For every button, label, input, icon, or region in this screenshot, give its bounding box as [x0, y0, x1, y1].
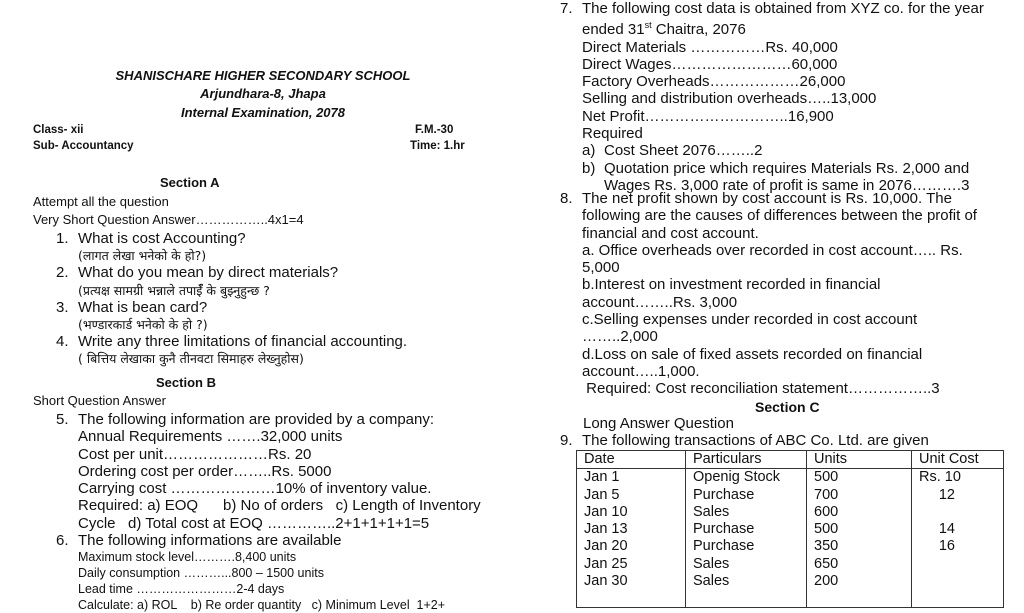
question-number: 8.	[560, 190, 573, 207]
q7-intro-line2: ended 31st Chaitra, 2076	[582, 20, 746, 39]
q6-line: Lead time ……………………2-4 days	[78, 582, 285, 597]
table-row: Jan 20 Purchase 350 16	[577, 538, 1004, 555]
q6-line: Maximum stock level……….8,400 units	[78, 550, 297, 565]
question-number: 1.	[56, 230, 69, 247]
table-row-empty	[577, 590, 1004, 608]
question-8	[560, 190, 977, 398]
question-text-nepali: (लागत लेखा भनेको के हो?)	[78, 248, 207, 264]
q5-line: Annual Requirements …….32,000 units	[78, 428, 343, 446]
question-1	[56, 230, 407, 264]
table-row: Jan 30 Sales 200	[577, 573, 1004, 590]
question-text: The net profit shown by cost account is Rs. 10,000. The	[582, 190, 952, 207]
q8-line: following are the causes of differences between the profit of	[582, 207, 977, 225]
q5-required: Required: a) EOQ b) No of orders c) Length of Inventory	[78, 497, 481, 515]
question-text: The following informations are available	[78, 532, 342, 549]
q6-calculate: Calculate: a) ROL b) Re order quantity c) Minimum Level 1+2+	[78, 598, 446, 613]
q5-line: Carrying cost …………………10% of inventory value.	[78, 480, 432, 498]
q8-line: b.Interest on investment recorded in financial	[582, 276, 881, 294]
question-text-nepali: (भण्डारकार्ड भनेको के हो ?)	[78, 316, 208, 332]
q8-required: Required: Cost reconciliation statement……………..3	[582, 380, 940, 398]
q8-line: c.Selling expenses under recorded in cost account	[582, 311, 918, 329]
q8-line: account…..1,000.	[582, 362, 700, 380]
table-row: Jan 13 Purchase 500 14	[577, 521, 1004, 538]
table-row: Jan 5 Purchase 700 12	[577, 487, 1004, 504]
q7-line: Net Profit………………………..16,900	[582, 107, 834, 125]
table-header-row	[577, 451, 1004, 469]
q7-line: Selling and distribution overheads…..13,000	[582, 90, 877, 108]
q8-line: account……..Rs. 3,000	[582, 293, 738, 311]
school-name: SHANISCHARE HIGHER SECONDARY SCHOOL	[115, 68, 411, 83]
q7-line: Direct Wages……………………60,000	[582, 55, 838, 73]
question-text-nepali: ( बित्तिय लेखाका कुनै तीनवटा सिमाहरु लेख्नुहोस)	[78, 351, 304, 367]
table-row: Jan 25 Sales 650	[577, 556, 1004, 573]
q8-line: d.Loss on sale of fixed assets recorded on financial	[582, 345, 923, 363]
section-a-type: Very Short Question Answer……………..4x1=4	[33, 212, 304, 227]
table-row: Jan 1 Openig Stock 500 Rs. 10	[577, 469, 1004, 487]
q7-line: Direct Materials ……………Rs. 40,000	[582, 38, 838, 56]
question-text: Write any three limitations of financial accounting.	[78, 332, 408, 350]
q5-line: Ordering cost per order……..Rs. 5000	[78, 462, 332, 480]
question-text: The following information are provided by a company:	[78, 411, 435, 428]
question-text: What is cost Accounting?	[78, 230, 246, 247]
q7-required: Required	[582, 125, 643, 143]
section-c-type: Long Answer Question	[583, 415, 734, 432]
question-5	[56, 411, 481, 532]
transactions-table	[576, 450, 1004, 608]
section-a-questions	[56, 230, 407, 367]
header-units: Units	[807, 451, 912, 469]
question-2	[56, 264, 407, 298]
q8-line: ……..2,000	[582, 328, 658, 346]
school-address: Arjundhara-8, Jhapa	[200, 86, 326, 101]
question-4	[56, 333, 407, 367]
q5-required-cont: Cycle d) Total cost at EOQ …………..2+1+1+1+1=5	[78, 514, 430, 532]
question-text: The following transactions of ABC Co. Ltd. are given	[582, 432, 929, 449]
question-number: 4.	[56, 332, 69, 350]
question-number: 6.	[56, 532, 69, 549]
q7-req-b-cont: Wages Rs. 3,000 rate of profit is same in 2076……….3	[604, 176, 970, 194]
q6-line: Daily consumption ………...800 – 1500 units	[78, 566, 324, 581]
exam-time: Time: 1.hr	[410, 140, 465, 152]
q7-req-b: b) Quotation price which requires Materials Rs. 2,000 and	[582, 159, 970, 177]
question-number: 7.	[560, 0, 573, 17]
table-row: Jan 10 Sales 600	[577, 504, 1004, 521]
subject-label: Sub- Accountancy	[33, 140, 134, 152]
header-particulars: Particulars	[686, 451, 807, 469]
q7-line: Factory Overheads………………26,000	[582, 73, 846, 91]
question-7	[560, 0, 984, 194]
section-a-instruction: Attempt all the question	[33, 194, 169, 209]
question-number: 3.	[56, 298, 69, 316]
question-3	[56, 299, 407, 333]
question-text: What is bean card?	[78, 298, 208, 316]
question-9	[560, 432, 929, 449]
q7-req-a: a) Cost Sheet 2076……..2	[582, 142, 763, 160]
section-a-title: Section A	[160, 175, 220, 190]
section-c-title: Section C	[755, 399, 820, 415]
header-unit-cost: Unit Cost	[912, 451, 1004, 469]
full-marks: F.M.-30	[415, 124, 454, 136]
question-number: 9.	[560, 432, 573, 449]
question-6	[56, 532, 445, 613]
section-b-title: Section B	[156, 375, 216, 390]
section-b-type: Short Question Answer	[33, 393, 166, 408]
question-text-nepali: (प्रत्यक्ष सामग्री भन्नाले तपाईँ के बुझ्नुहुन्छ ?	[78, 282, 270, 298]
question-number: 2.	[56, 264, 69, 282]
q8-line: 5,000	[582, 259, 620, 277]
exam-title: Internal Examination, 2078	[180, 105, 345, 120]
question-text: What do you mean by direct materials?	[78, 264, 339, 282]
class-label: Class- xii	[33, 124, 84, 136]
q8-line: financial and cost account.	[582, 224, 759, 242]
question-text: The following cost data is obtained from XYZ co. for the year	[582, 0, 984, 17]
q5-line: Cost per unit…………………Rs. 20	[78, 445, 312, 463]
question-number: 5.	[56, 411, 69, 428]
header-date: Date	[577, 451, 686, 469]
q8-line: a. Office overheads over recorded in cost account….. Rs.	[582, 241, 963, 259]
